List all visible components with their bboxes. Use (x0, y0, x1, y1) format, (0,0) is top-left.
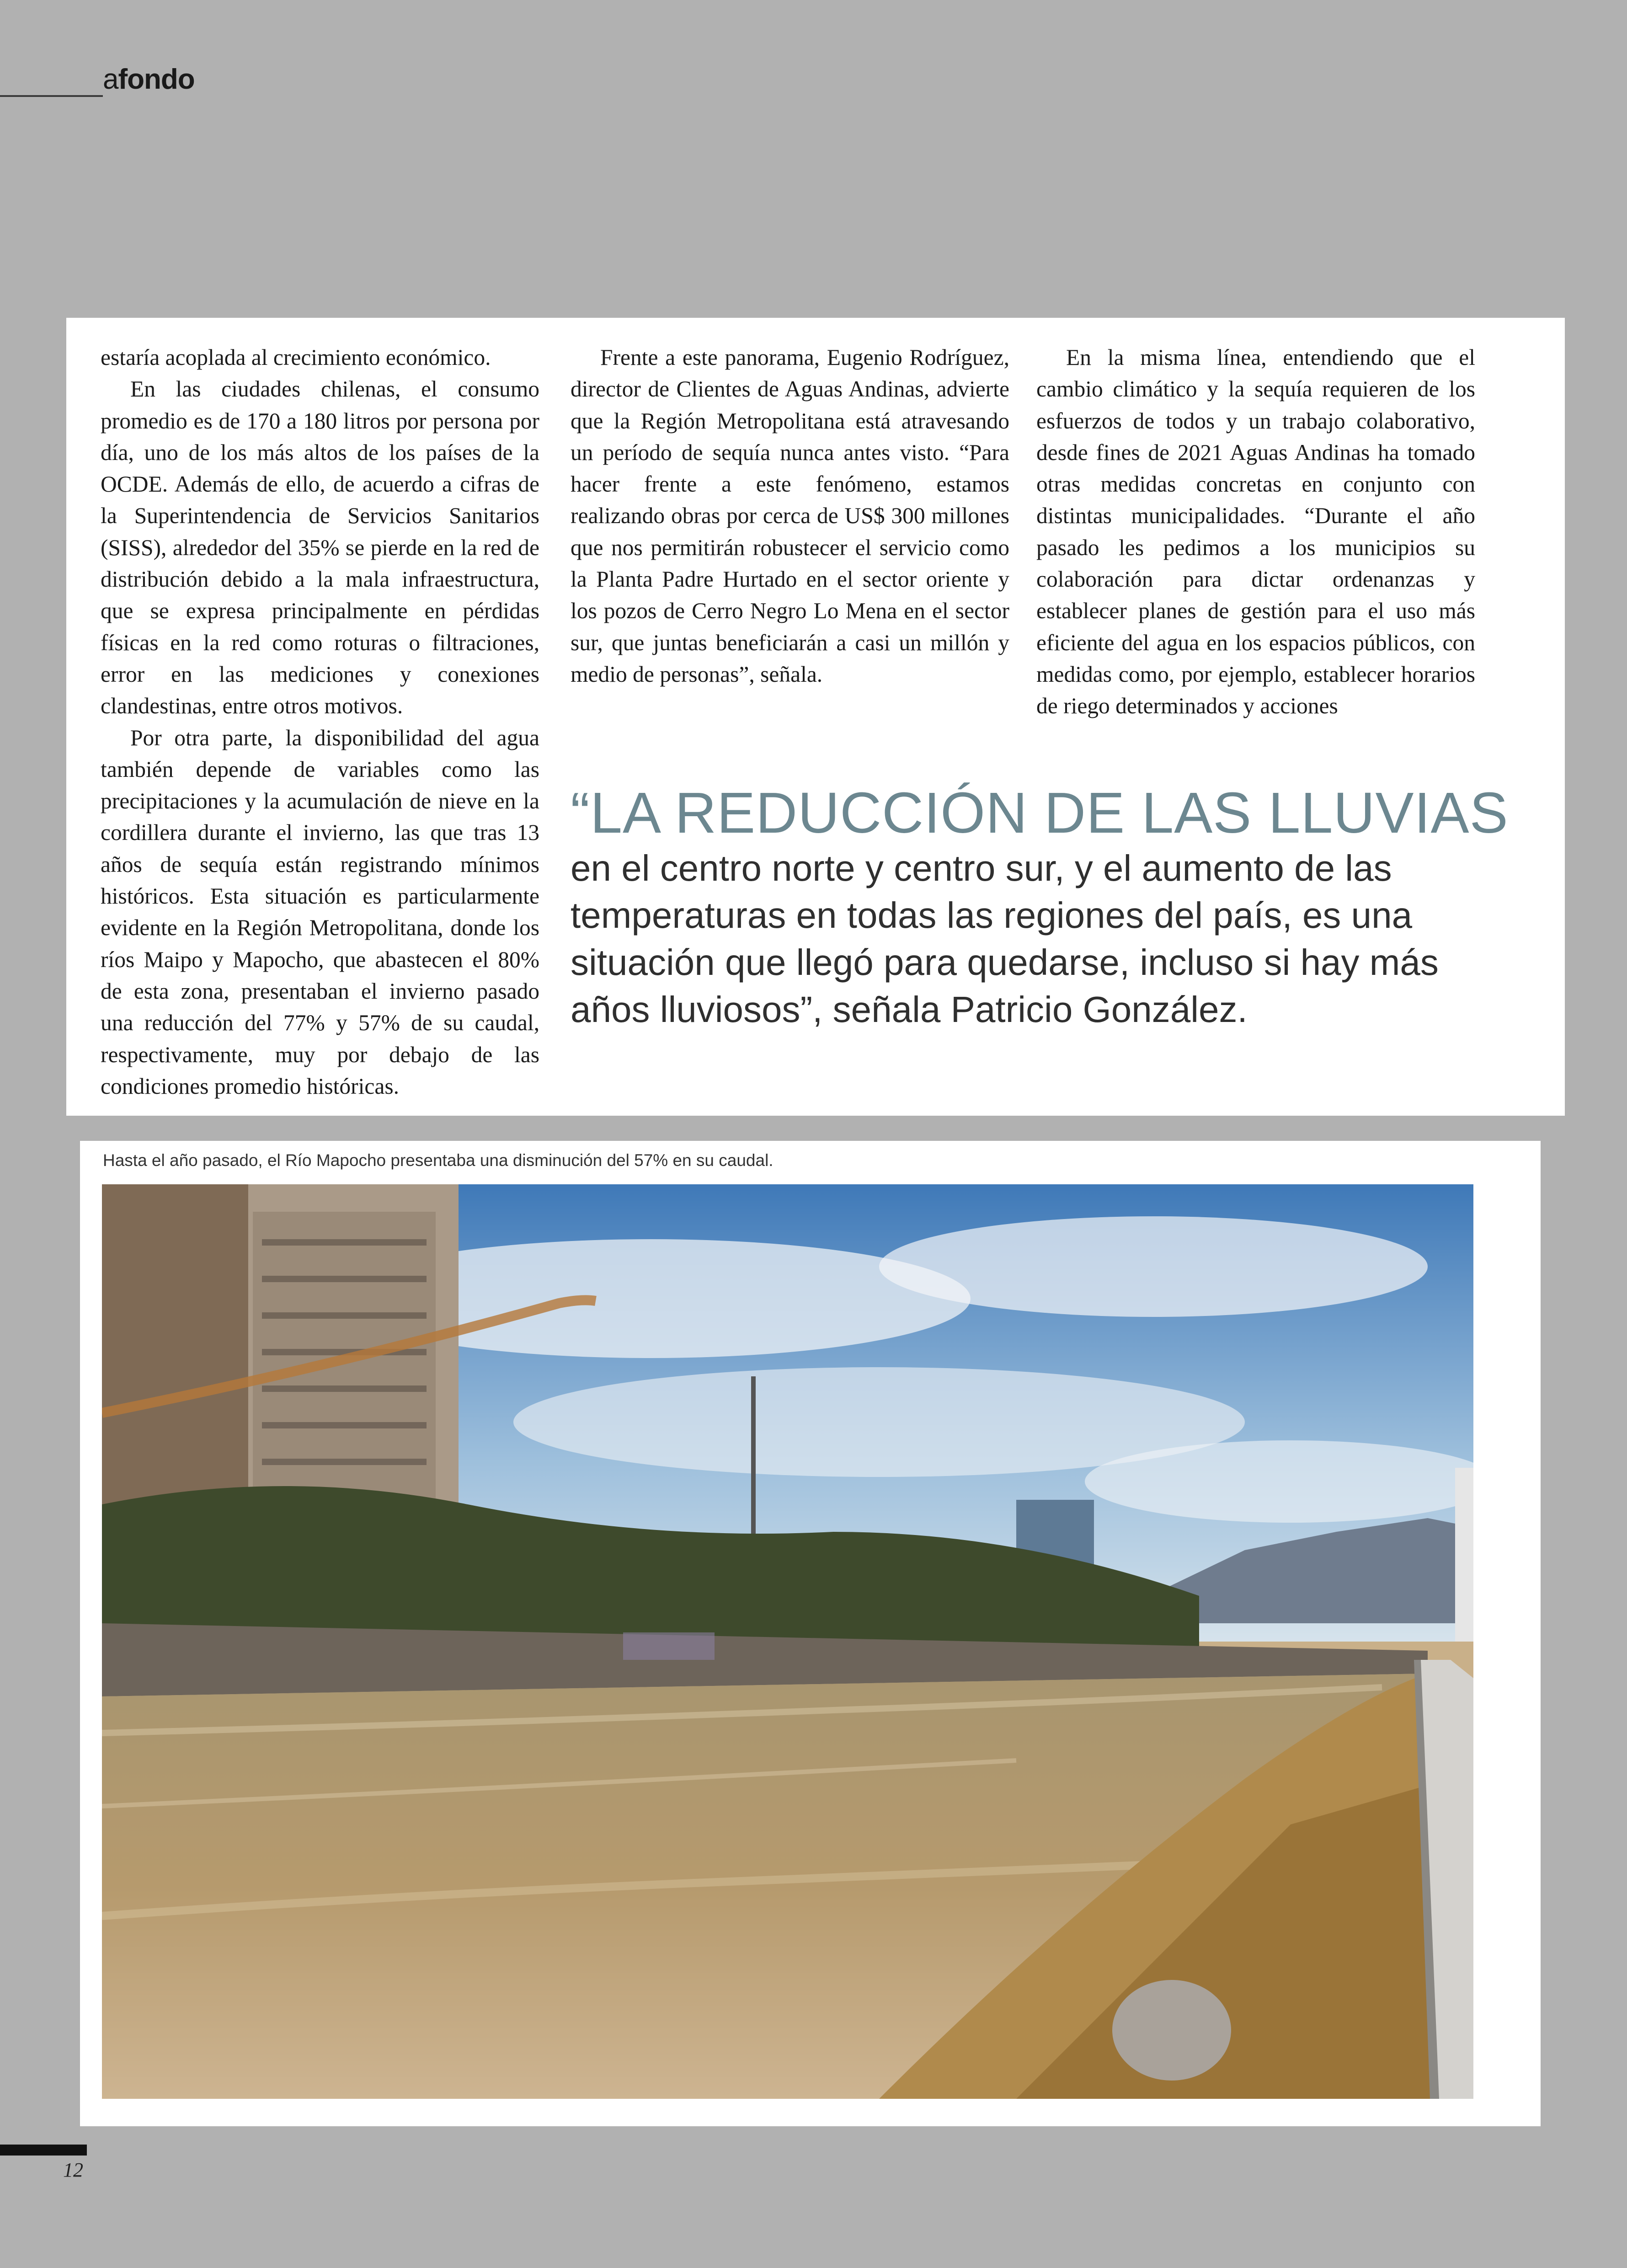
pull-quote (571, 782, 1512, 1033)
column-3 (1036, 342, 1475, 722)
river-photo (102, 1184, 1473, 2099)
paragraph: Por otra parte, la disponibilidad del agua también depende de variables como las precipitaciones y la acumulación de nieve en la cordillera durante el invierno, las que tras 13 años de sequía están registrando mínimos históricos. Esta situación es particularmente evidente en la Región Metropolitana, donde los ríos Maipo y Mapocho, que abastecen el 80% de esta zona, presentaban el invierno pasado una reducción del 77% y 57% de su caudal, respectivamente, muy por debajo de las condiciones promedio históricas. (101, 725, 539, 1099)
paragraph: estaría acoplada al crecimiento económico. (101, 345, 491, 370)
header-rule (0, 95, 103, 97)
photo-caption: Hasta el año pasado, el Río Mapocho presentaba una disminución del 57% en su caudal. (103, 1151, 773, 1170)
pull-quote-heading: “LA REDUCCIÓN DE LAS LLUVIAS (571, 781, 1509, 845)
article-text-panel (66, 318, 1565, 1116)
column-2 (571, 342, 1009, 690)
photo-panel (80, 1141, 1541, 2126)
paragraph: Frente a este panorama, Eugenio Rodríguez, director de Clientes de Aguas Andinas, advierte que la Región Metropolitana está atravesando un período de sequía nunca antes visto. “Para hacer frente a este fenómeno, estamos realizando obras por cerca de US$ 300 millones que nos permitirán robustecer el servicio como la Planta Padre Hurtado en el sector oriente y los pozos de Cerro Negro Lo Mena en el sector sur, que juntas beneficiarán a casi un millón y medio de personas”, señala. (571, 345, 1009, 687)
column-1 (101, 342, 539, 1102)
paragraph: En las ciudades chilenas, el consumo promedio es de 170 a 180 litros por persona por día, uno de los más altos de los países de la OCDE. Además de ello, de acuerdo a cifras de la Superintendencia de Servicios Sanitarios (SISS), alrededor del 35% se pierde en la red de distribución debido a la mala infraestructura, que se expresa principalmente en pérdidas físicas en la red como roturas o filtraciones, error en las mediciones y conexiones clandestinas, entre otros motivos. (101, 376, 539, 719)
pull-quote-body: en el centro norte y centro sur, y el aumento de las temperaturas en todas las regiones del país, es una situación que llegó para quedarse, incluso si hay más años lluviosos”, señala Patricio González. (571, 848, 1439, 1030)
footer-bar (0, 2145, 87, 2156)
page-number: 12 (63, 2159, 83, 2181)
section-label: afondo (103, 64, 195, 95)
paragraph: En la misma línea, entendiendo que el cambio climático y la sequía requieren de los esfuerzos de todos y un trabajo colaborativo, desde fines de 2021 Aguas Andinas ha tomado otras medidas concretas en conjunto con distintas municipalidades. “Durante el año pasado les pedimos a los municipios su colaboración para dictar ordenanzas y establecer planes de gestión para el uso más eficiente del agua en los espacios públicos, con medidas como, por ejemplo, establecer horarios de riego determinados y acciones (1036, 345, 1475, 719)
